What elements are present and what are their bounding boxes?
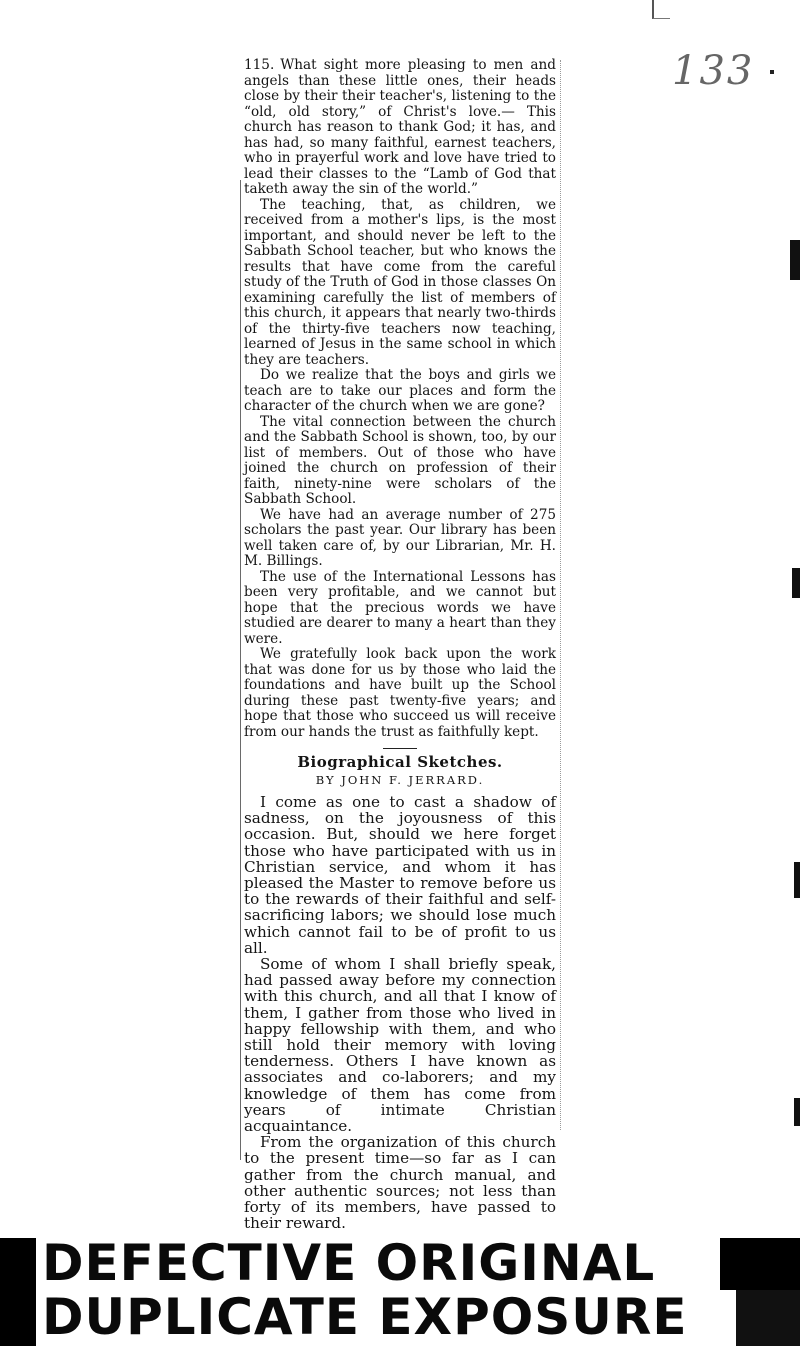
banner-line-duplicate-exposure: DUPLICATE EXPOSURE [42,1288,688,1346]
article-paragraph [244,58,556,198]
edge-mark [790,240,800,280]
folio-number: 133 [672,48,755,94]
bio-paragraph: Some of whom I shall briefly speak, had passed away before my connection with this church, and all that I know of them, I gather from those who lived in happy fellowship with them, and who still hold their memory with loving tenderness. Others I have known as associates and co-laborers; and my knowledge of them has come from years of intimate Christian acquaintance. [244,955,556,1136]
speck-dot [770,70,774,74]
article-paragraph: Do we realize that the boys and girls we teach are to take our places and form the character of the church when we are gone? [244,367,556,414]
banner-line-defective-original: DEFECTIVE ORIGINAL [42,1234,656,1292]
bio-paragraph: I come as one to cast a shadow of sadness, on the joyousness of this occasion. But, should we here forget those who have participated with us in Christian service, and whom it has pleased the Master to remove before us to the rewards of their faithful and self-sacrificing labors; we should lose much which cannot fail to be of profit to us all. [244,793,556,957]
article-paragraph: The teaching, that, as children, we received from a mother's lips, is the most important, and should never be left to the Sabbath School teacher, but who knows the results that have come from the careful study of the Truth of God in those classes On examining carefully the list of members of this church, it appears that nearly two-thirds of the thirty-five teachers now teaching, learned of Jesus in the same school in which they are teachers. [244,196,556,368]
edge-mark [794,862,800,898]
section-title: Biographical Sketches. [297,753,503,771]
article-column [244,58,556,1231]
edge-mark [792,568,800,598]
bio-paragraph: From the organization of this church to the present time—so far as I can gather from the church manual, and other authentic sources; not less than forty of its members, have passed to their reward. [244,1133,556,1233]
column-right-rule [560,60,561,1130]
page-number: 115. [244,57,275,73]
article-paragraph: The vital connection between the church and the Sabbath School is shown, too, by our list of members. Out of those who have joined the church on profession of their faith, ninety-nine were scholars of the Sabbath School. [244,413,556,507]
defect-banner [0,1234,800,1346]
corner-mark [652,0,670,19]
banner-black-block-right-lower [736,1290,800,1346]
section-divider [383,748,417,749]
edge-mark [794,1098,800,1126]
article-paragraph: The use of the International Lessons has been very profitable, and we cannot but hope that the precious words we have studied are dearer to many a heart than they were. [244,568,556,647]
paragraph-text: What sight more pleasing to men and angels than these little ones, their heads close by their their teacher's, listening to the “old, old story,” of Christ's love.— This church has reason to thank God; it has, and has had, so many faithful, earnest teachers, who in prayerful work and love have tried to lead their classes to the “Lamb of God that taketh away the sin of the world.” [244,57,556,197]
article-paragraph: We gratefully look back upon the work that was done for us by those who laid the foundations and have built up the School during these past twenty-five years; and hope that those who succeed us will receive from our hands the trust as faithfully kept. [244,646,556,740]
byline: BY JOHN F. JERRARD. [315,772,485,787]
article-paragraph: We have had an average number of 275 scholars the past year. Our library has been well taken care of, by our Librarian, Mr. H. M. Billings. [244,506,556,569]
column-left-rule [240,180,241,1160]
banner-black-block-left [0,1238,36,1346]
banner-black-block-right [720,1238,800,1290]
